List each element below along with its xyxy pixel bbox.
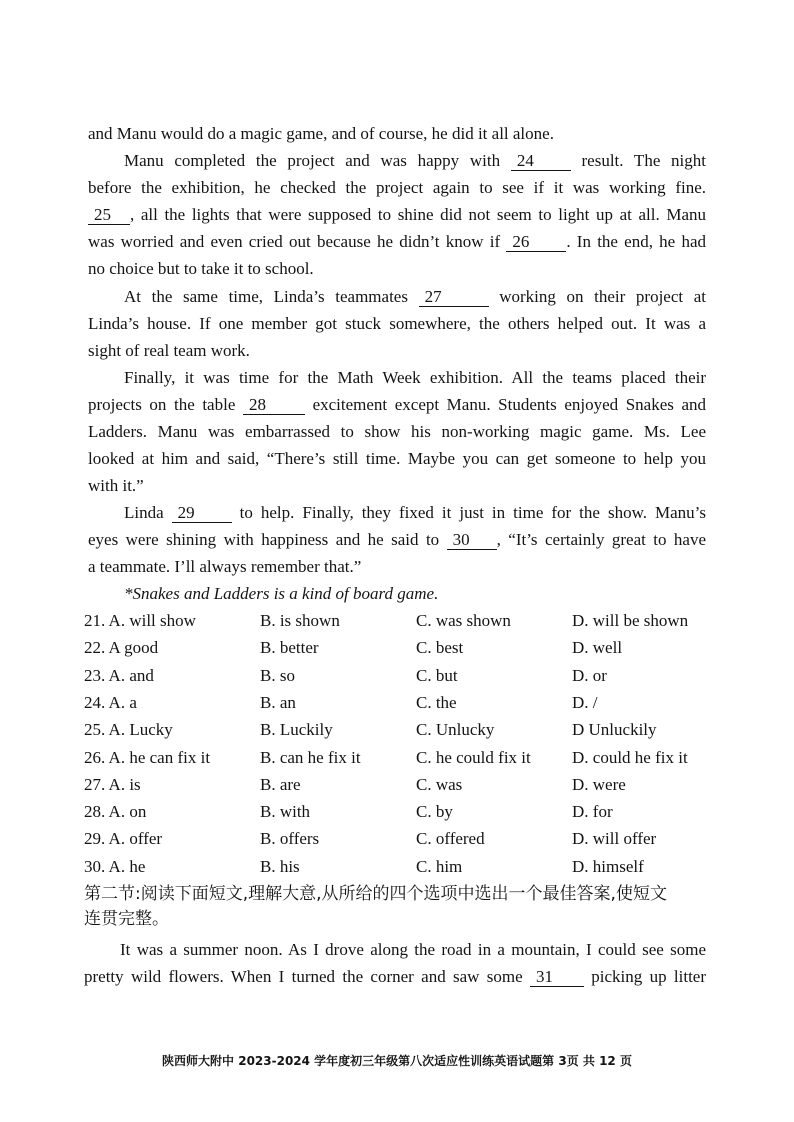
option-choice[interactable]: B. can he fix it: [260, 747, 361, 767]
option-choice[interactable]: C. offered: [416, 829, 485, 849]
passage-line: Linda 29 to help. Finally, they fixed it just in time for the show. Manu’s: [124, 503, 706, 522]
option-choice[interactable]: D. or: [572, 665, 607, 685]
option-row: [84, 829, 724, 851]
passage-line: projects on the table 28 excitement except Manu. Students enjoyed Snakes and: [88, 395, 707, 414]
option-row: [84, 720, 724, 742]
option-row: [84, 666, 724, 688]
blank-25[interactable]: 25: [88, 206, 130, 225]
option-choice[interactable]: 23. A. and: [84, 665, 154, 685]
passage-line: a teammate. I’ll always remember that.”: [88, 557, 362, 576]
option-choice[interactable]: C. by: [416, 802, 453, 822]
blank-30[interactable]: 30: [447, 531, 497, 550]
blank-31[interactable]: 31: [530, 968, 584, 987]
option-choice[interactable]: 28. A. on: [84, 802, 147, 822]
option-choice[interactable]: C. him: [416, 856, 463, 876]
passage-line: 25 , all the lights that were supposed to shine did not seem to light up at all. Manu: [88, 205, 706, 225]
passage-line: sight of real team work.: [88, 341, 250, 360]
option-choice[interactable]: B. Luckily: [260, 720, 333, 740]
option-choice[interactable]: C. he could fix it: [416, 747, 531, 767]
option-choice[interactable]: 30. A. he: [84, 856, 146, 876]
passage-line: was worried and even cried out because he didn’t know if 26 . In the end, he had: [88, 232, 706, 251]
option-row: [84, 775, 724, 797]
option-choice[interactable]: D. himself: [572, 856, 644, 876]
option-choice[interactable]: 27. A. is: [84, 774, 141, 794]
option-choice[interactable]: B. is shown: [260, 611, 340, 630]
option-choice[interactable]: 21. A. will show: [84, 611, 196, 630]
option-choice[interactable]: D. will be shown: [572, 611, 689, 630]
option-choice[interactable]: D. /: [572, 692, 598, 712]
option-choice[interactable]: 26. A. he can fix it: [84, 747, 211, 767]
option-row: [84, 638, 724, 660]
passage-line: At the same time, Linda’s teammates 27 working on their project at: [124, 287, 706, 306]
option-choice[interactable]: B. are: [260, 774, 301, 794]
option-choice[interactable]: C. best: [416, 638, 464, 658]
blank-26[interactable]: 26: [506, 233, 566, 252]
section-heading: 连贯完整。: [84, 909, 169, 929]
passage-line: no choice but to take it to school.: [88, 259, 314, 278]
passage-line: before the exhibition, he checked the project again to see if it was working fine.: [88, 178, 706, 197]
passage-line: pretty wild flowers. When I turned the corner and saw some 31 picking up litter: [84, 967, 706, 986]
blank-28[interactable]: 28: [243, 396, 305, 415]
passage-line: Ladders. Manu was embarrassed to show his non-working magic game. Ms. Lee: [88, 422, 706, 441]
passage-line: with it.”: [88, 476, 144, 495]
blank-24[interactable]: 24: [511, 152, 571, 171]
option-choice[interactable]: C. was: [416, 774, 463, 794]
option-choice[interactable]: 29. A. offer: [84, 829, 163, 849]
passage-line: looked at him and said, “There’s still time. Maybe you can get someone to help you: [88, 449, 706, 468]
page-footer: 陕西师大附中 2023-2024 学年度初三年级第八次适应性训练英语试题第 3页 共 12 页: [162, 1054, 632, 1068]
passage-line: It was a summer noon. As I drove along the road in a mountain, I could see some: [120, 940, 706, 959]
option-choice[interactable]: B. his: [260, 856, 300, 876]
option-row: [84, 693, 724, 715]
option-choice[interactable]: B. with: [260, 802, 311, 822]
option-row: [84, 857, 724, 879]
passage-line: Manu completed the project and was happy with 24 result. The night: [124, 151, 707, 170]
passage-line: eyes were shining with happiness and he said to 30 , “It’s certainly great to have: [88, 530, 707, 549]
option-choice[interactable]: D. for: [572, 802, 613, 822]
option-row: [84, 611, 724, 633]
option-choice[interactable]: B. so: [260, 665, 295, 685]
footnote: *Snakes and Ladders is a kind of board game.: [124, 584, 439, 603]
option-choice[interactable]: C. Unlucky: [416, 720, 495, 740]
option-choice[interactable]: 25. A. Lucky: [84, 720, 173, 740]
passage-line: and Manu would do a magic game, and of course, he did it all alone.: [88, 124, 554, 143]
blank-27[interactable]: 27: [419, 288, 489, 307]
passage-line: Finally, it was time for the Math Week exhibition. All the teams placed their: [124, 368, 706, 387]
option-choice[interactable]: D. were: [572, 774, 626, 794]
option-row: [84, 748, 724, 770]
option-choice[interactable]: D Unluckily: [572, 720, 657, 740]
blank-29[interactable]: 29: [172, 504, 232, 523]
option-choice[interactable]: C. the: [416, 692, 457, 712]
option-choice[interactable]: D. well: [572, 638, 623, 658]
option-choice[interactable]: B. offers: [260, 829, 320, 849]
section-heading: 第二节:阅读下面短文,理解大意,从所给的四个选项中选出一个最佳答案,使短文: [84, 884, 667, 904]
option-choice[interactable]: D. could he fix it: [572, 747, 688, 767]
option-choice[interactable]: D. will offer: [572, 829, 657, 849]
option-row: [84, 802, 724, 824]
option-choice[interactable]: C. was shown: [416, 611, 511, 630]
option-choice[interactable]: 22. A good: [84, 638, 159, 658]
option-choice[interactable]: B. better: [260, 638, 319, 658]
option-choice[interactable]: C. but: [416, 665, 458, 685]
passage-line: Linda’s house. If one member got stuck somewhere, the others helped out. It was a: [88, 314, 706, 333]
option-choice[interactable]: B. an: [260, 692, 296, 712]
option-choice[interactable]: 24. A. a: [84, 692, 137, 712]
